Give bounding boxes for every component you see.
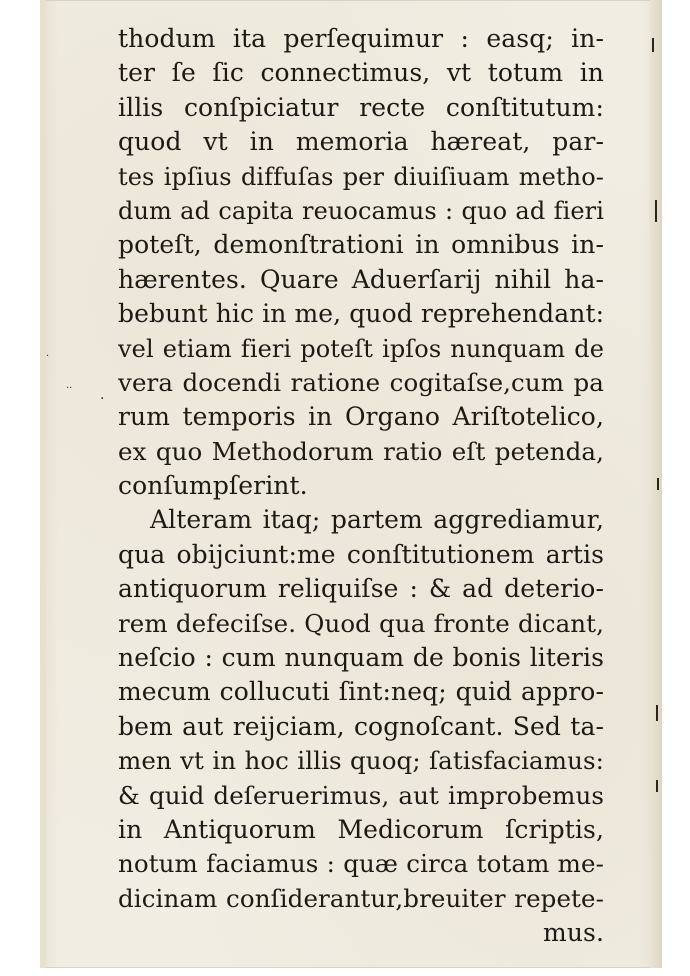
text-line: neſcio : cum nunquam de bonis literis [118, 643, 604, 673]
text-line: rum temporis in Organo Ariſtotelico, [118, 402, 604, 432]
text-line: bem aut reijciam, cognoſcant. Sed ta- [118, 711, 604, 741]
text-line: & quid deſeruerimus, aut improbemus [118, 780, 604, 810]
margin-speck-left-2: ·· [66, 383, 73, 394]
margin-mark-right-4 [656, 780, 658, 792]
text-line: vel etiam fieri poteſt ipſos nunquam de [118, 334, 604, 363]
text-line: poteſt, demonſtrationi in omnibus in- [118, 230, 604, 260]
text-line: tes ipſius diffuſas per diuiſiuam metho- [118, 162, 604, 191]
page-edge [650, 0, 662, 968]
margin-speck-left-1: · [46, 351, 50, 362]
text-line: vera docendi ratione cogitaſse,cum pa [118, 367, 604, 397]
text-line: in Antiquorum Medicorum ſcriptis, [118, 814, 604, 844]
text-line: dicinam conſiderantur,breuiter repete- [118, 883, 604, 913]
text-line: mecum collucuti ſint:neq; quid appro- [118, 677, 604, 707]
text-line: men vt in hoc illis quoq; ſatisfaciamus: [118, 746, 604, 776]
text-line: hærentes. Quare Aduerſarij nihil ha- [118, 264, 604, 294]
text-line-paragraph-end: conſumpſerint. [118, 471, 308, 501]
text-line-paragraph-start: Alteram itaq; partem aggrediamur, [150, 505, 604, 535]
catchword: mus. [543, 918, 604, 948]
text-line: notum faciamus : quæ circa totam me- [118, 849, 604, 879]
margin-mark-right-1 [655, 200, 657, 222]
margin-mark-right-3 [656, 705, 658, 721]
text-line: bebunt hic in me, quod reprehendant: [118, 299, 604, 329]
margin-mark-right-2 [657, 478, 659, 490]
text-line: rem defeciſse. Quod qua fronte dicant, [118, 608, 604, 638]
text-line: thodum ita perſequimur : easq; in- [118, 24, 604, 53]
body-text [118, 22, 604, 951]
text-line: quod vt in memoria hæreat, par- [118, 127, 604, 157]
text-line: illis conſpiciatur recte conſtitutum: [118, 92, 604, 122]
text-line: ex quo Methodorum ratio eſt petenda, [118, 436, 604, 466]
text-line: ter ſe ſic connectimus, vt totum in [118, 58, 604, 88]
text-line: qua obijciunt:me conſtitutionem artis [118, 539, 604, 569]
page-gutter [40, 0, 46, 968]
text-line: dum ad capita reuocamus : quo ad fieri [118, 196, 604, 225]
margin-mark-top-right [652, 38, 654, 52]
margin-speck-left-3: · [100, 391, 105, 407]
text-line: antiquorum reliquiſse : & ad deterio- [118, 574, 604, 604]
